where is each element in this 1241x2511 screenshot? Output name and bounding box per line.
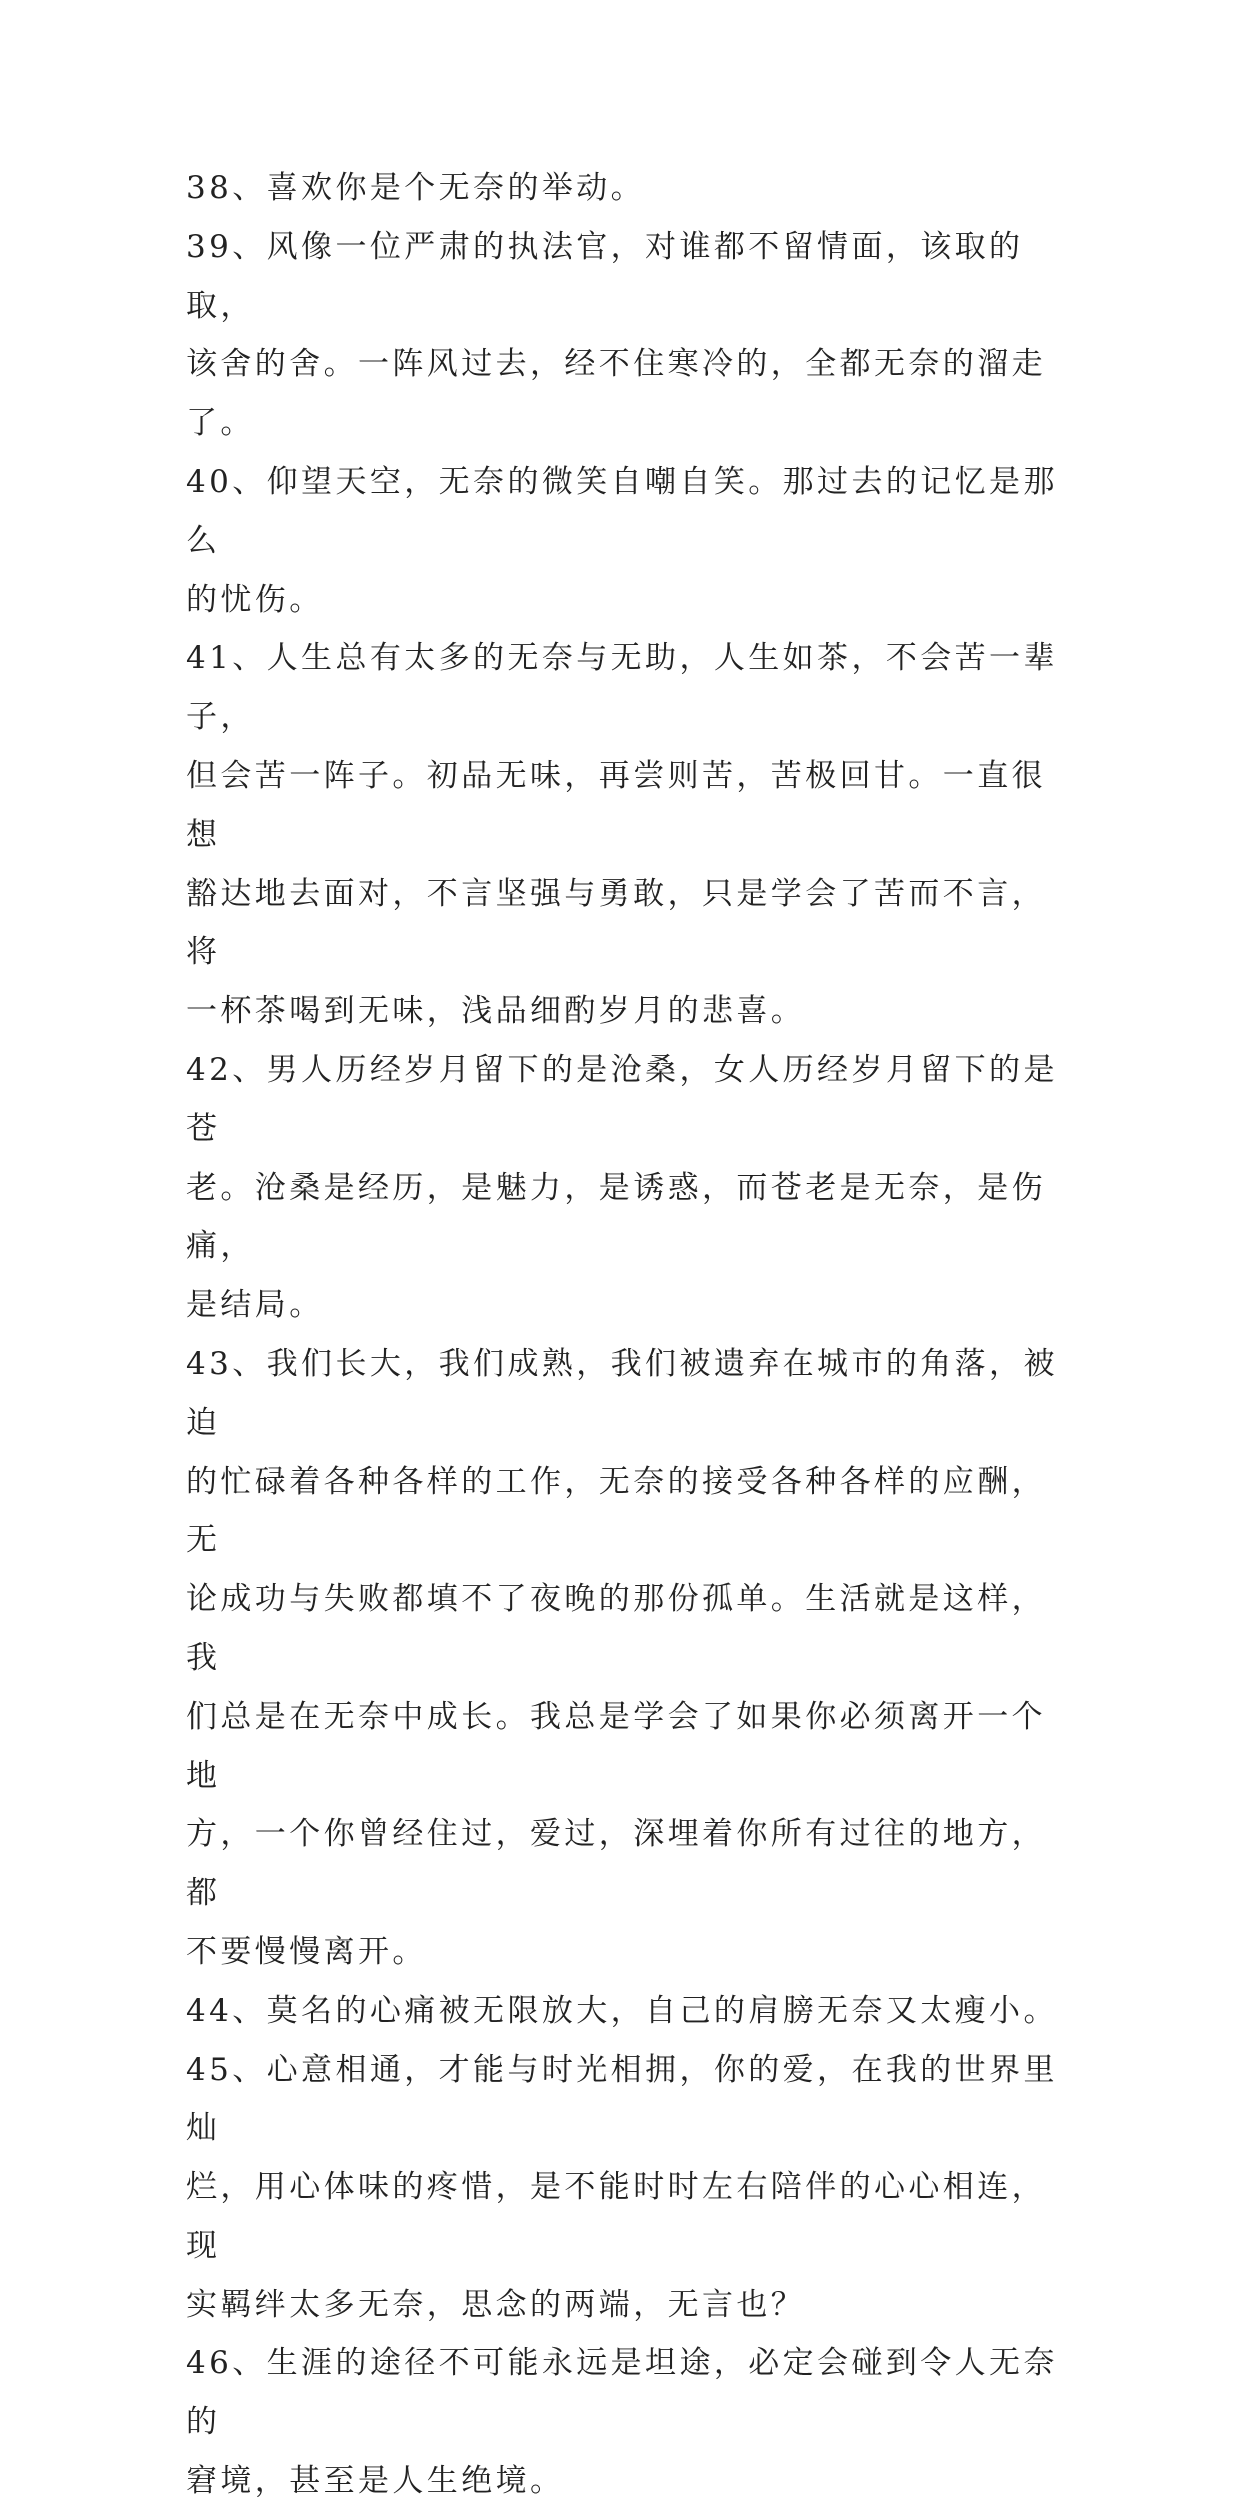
paragraph-39: 39、风像一位严肃的执法官，对谁都不留情面，该取的取， 该舍的舍。一阵风过去，经不住寒冷的，全都无奈的溜走了。: [186, 228, 1046, 442]
paragraph-45: 45、心意相通，才能与时光相拥，你的爱，在我的世界里灿 烂，用心体味的疼惜，是不能时时左右陪伴的心心相连，现 实羁绊太多无奈，思念的两端，无言也？: [186, 2051, 1058, 2323]
paragraph-46: 46、生涯的途径不可能永远是坦途，必定会碰到令人无奈的 窘境，甚至是人生绝境。: [186, 2345, 1058, 2500]
paragraph-41: 41、人生总有太多的无奈与无助，人生如茶，不会苦一辈子， 但会苦一阵子。初品无味，再尝则苦，苦极回甘。一直很想 豁达地去面对，不言坚强与勇敢，只是学会了苦而不言，将 一杯茶喝到无味，浅品细酌岁月的悲喜。: [186, 640, 1058, 1030]
paragraph-43: 43、我们长大，我们成熟，我们被遗弃在城市的角落，被迫 的忙碌着各种各样的工作，无奈的接受各种各样的应酬，无 论成功与失败都填不了夜晚的那份孤单。生活就是这样，我 们总是在无奈中成长。我总是学会了如果你必须离开一个地 方，一个你曾经住过，爱过，深埋着你所有过往的地方，都 不要慢慢离开。: [186, 1345, 1058, 1970]
paragraph-44: 44、莫名的心痛被无限放大，自己的肩膀无奈又太瘦小。: [186, 1992, 1058, 2029]
paragraph-40: 40、仰望天空，无奈的微笑自嘲自笑。那过去的记忆是那么 的忧伤。: [186, 463, 1058, 618]
paragraph-42: 42、男人历经岁月留下的是沧桑，女人历经岁月留下的是苍 老。沧桑是经历，是魅力，是诱惑，而苍老是无奈，是伤痛， 是结局。: [186, 1051, 1058, 1324]
document-body: [186, 159, 1061, 2511]
paragraph-38: 38、喜欢你是个无奈的举动。: [186, 170, 646, 206]
